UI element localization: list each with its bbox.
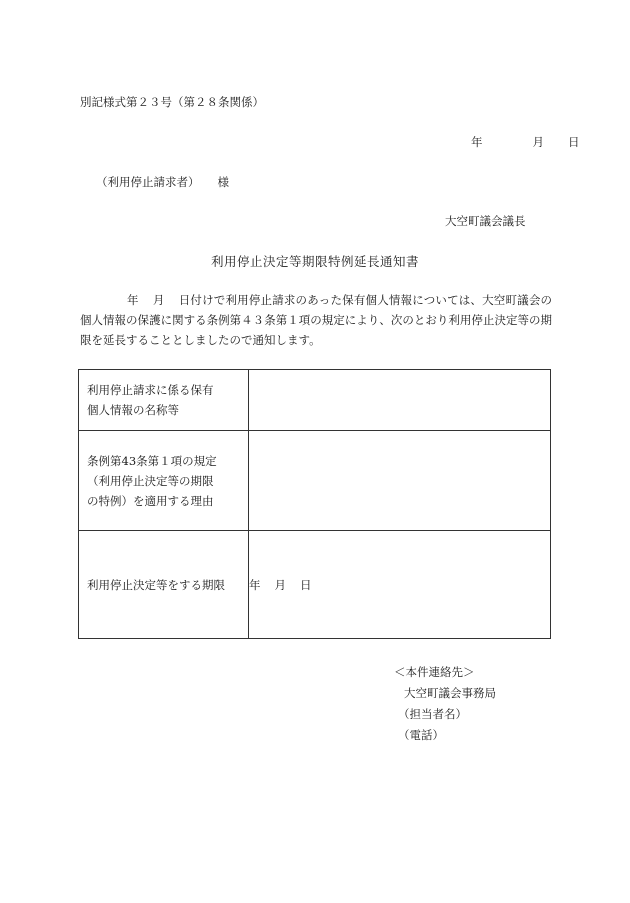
row-label: 利用停止決定等をする期限: [79, 531, 249, 639]
document-title: 利用停止決定等期限特例延長通知書: [210, 254, 419, 269]
contact-heading: ＜本件連絡先＞: [394, 665, 475, 679]
info-table: [78, 369, 551, 639]
addressee-honorific: 様: [217, 175, 229, 189]
table-row: [79, 370, 551, 431]
deadline-year: 年: [249, 577, 261, 592]
row-value: [249, 370, 551, 431]
table-row: [79, 531, 551, 639]
body-year: 年: [127, 293, 139, 307]
row-label: 利用停止請求に係る保有 個人情報の名称等: [79, 370, 249, 431]
contact-office: 大空町議会事務局: [404, 686, 496, 700]
issue-date: [471, 134, 580, 150]
deadline-day: 日: [300, 577, 312, 592]
row-label: 条例第43条第１項の規定 （利用停止決定等の期限 の特例）を適用する理由: [79, 431, 249, 531]
form-number: 別記様式第２３号（第２８条関係）: [80, 95, 264, 109]
contact-block: [394, 662, 496, 746]
addressee: [96, 174, 229, 190]
contact-phone: （電話）: [398, 728, 444, 742]
body-paragraph: [80, 290, 552, 350]
contact-person: （担当者名）: [398, 707, 467, 721]
issue-date-month: 月: [532, 135, 544, 149]
row-value: [249, 431, 551, 531]
issuer: 大空町議会議長: [445, 214, 526, 228]
table-row: [79, 431, 551, 531]
deadline-month: 月: [274, 577, 286, 592]
body-month: 月: [152, 293, 165, 307]
issue-date-day: 日: [568, 135, 580, 149]
addressee-name: （利用停止請求者）: [96, 175, 200, 189]
issue-date-year: 年: [471, 135, 483, 149]
body-text: 日付けで利用停止請求のあった保有個人情報については、大空町議会の個人情報の保護に関する条例第４３条第１項の規定により、次のとおり利用停止決定等の期限を延長することとしましたので通知します。: [80, 293, 553, 347]
deadline-date: [249, 531, 551, 639]
